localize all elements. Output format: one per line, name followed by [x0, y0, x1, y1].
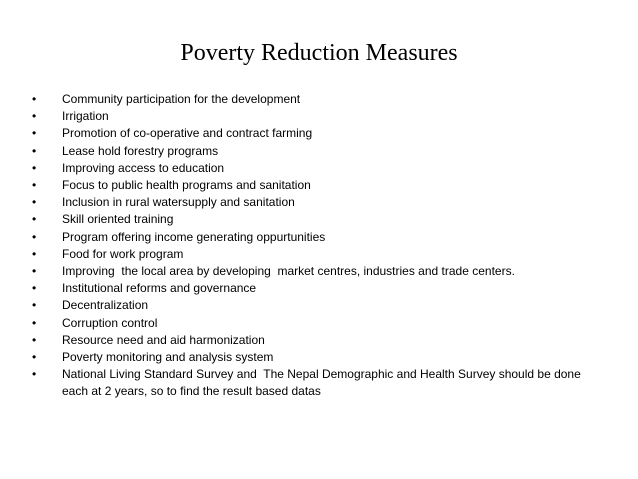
- bullet-text: Resource need and aid harmonization: [62, 332, 265, 347]
- bullet-text: Lease hold forestry programs: [62, 143, 219, 158]
- bullet-item: [32, 263, 602, 280]
- bullet-item: [32, 160, 602, 177]
- bullet-item: [32, 332, 602, 349]
- bullet-text: Skill oriented training: [62, 212, 174, 227]
- bullet-text: Program offering income generating oppurtunities: [62, 229, 326, 244]
- bullet-text: Promotion of co-operative and contract farming: [62, 126, 313, 141]
- bullet-item: [32, 297, 602, 314]
- bullet-icon: •: [32, 264, 37, 279]
- bullet-item: [32, 125, 602, 142]
- bullet-icon: •: [32, 229, 37, 244]
- bullet-text: Community participation for the development: [62, 92, 301, 106]
- bullet-item: [32, 91, 602, 108]
- bullet-icon: •: [32, 92, 37, 106]
- bullet-item: [32, 349, 602, 366]
- bullet-text: National Living Standard Survey and The Nepal Demographic and Health Survey should be done each at 2 years, so to find the result based datas: [62, 367, 585, 399]
- bullet-item: [32, 280, 602, 297]
- bullet-icon: •: [32, 315, 37, 330]
- bullet-text: Corruption control: [62, 315, 158, 330]
- bullet-text: Poverty monitoring and analysis system: [62, 350, 274, 365]
- bullet-item: [32, 315, 602, 332]
- bullet-text: Improving the local area by developing market centres, industries and trade centers.: [62, 264, 515, 279]
- bullet-item: [32, 229, 602, 246]
- bullet-item: [32, 211, 602, 228]
- bullet-icon: •: [32, 212, 37, 227]
- bullet-icon: •: [32, 195, 37, 210]
- bullet-icon: •: [32, 143, 37, 158]
- bullet-icon: •: [32, 246, 37, 261]
- bullet-item: [32, 108, 602, 125]
- bullet-text: Irrigation: [62, 109, 109, 124]
- bullet-icon: •: [32, 350, 37, 365]
- slide-title: Poverty Reduction Measures: [180, 40, 458, 66]
- bullet-text: Improving access to education: [62, 160, 225, 175]
- bullet-text: Food for work program: [62, 246, 184, 261]
- bullet-icon: •: [32, 367, 37, 382]
- bullet-text: Inclusion in rural watersupply and sanitation: [62, 195, 295, 210]
- bullet-icon: •: [32, 109, 37, 124]
- bullet-icon: •: [32, 332, 37, 347]
- bullet-item: [32, 366, 602, 400]
- bullet-icon: •: [32, 281, 37, 296]
- bullet-item: [32, 143, 602, 160]
- bullet-text: Focus to public health programs and sanitation: [62, 178, 311, 193]
- bullet-list: [32, 91, 602, 401]
- bullet-icon: •: [32, 126, 37, 141]
- bullet-text: Institutional reforms and governance: [62, 281, 257, 296]
- bullet-item: [32, 177, 602, 194]
- bullet-icon: •: [32, 160, 37, 175]
- bullet-item: [32, 246, 602, 263]
- bullet-icon: •: [32, 298, 37, 313]
- bullet-icon: •: [32, 178, 37, 193]
- bullet-text: Decentralization: [62, 298, 149, 313]
- bullet-item: [32, 194, 602, 211]
